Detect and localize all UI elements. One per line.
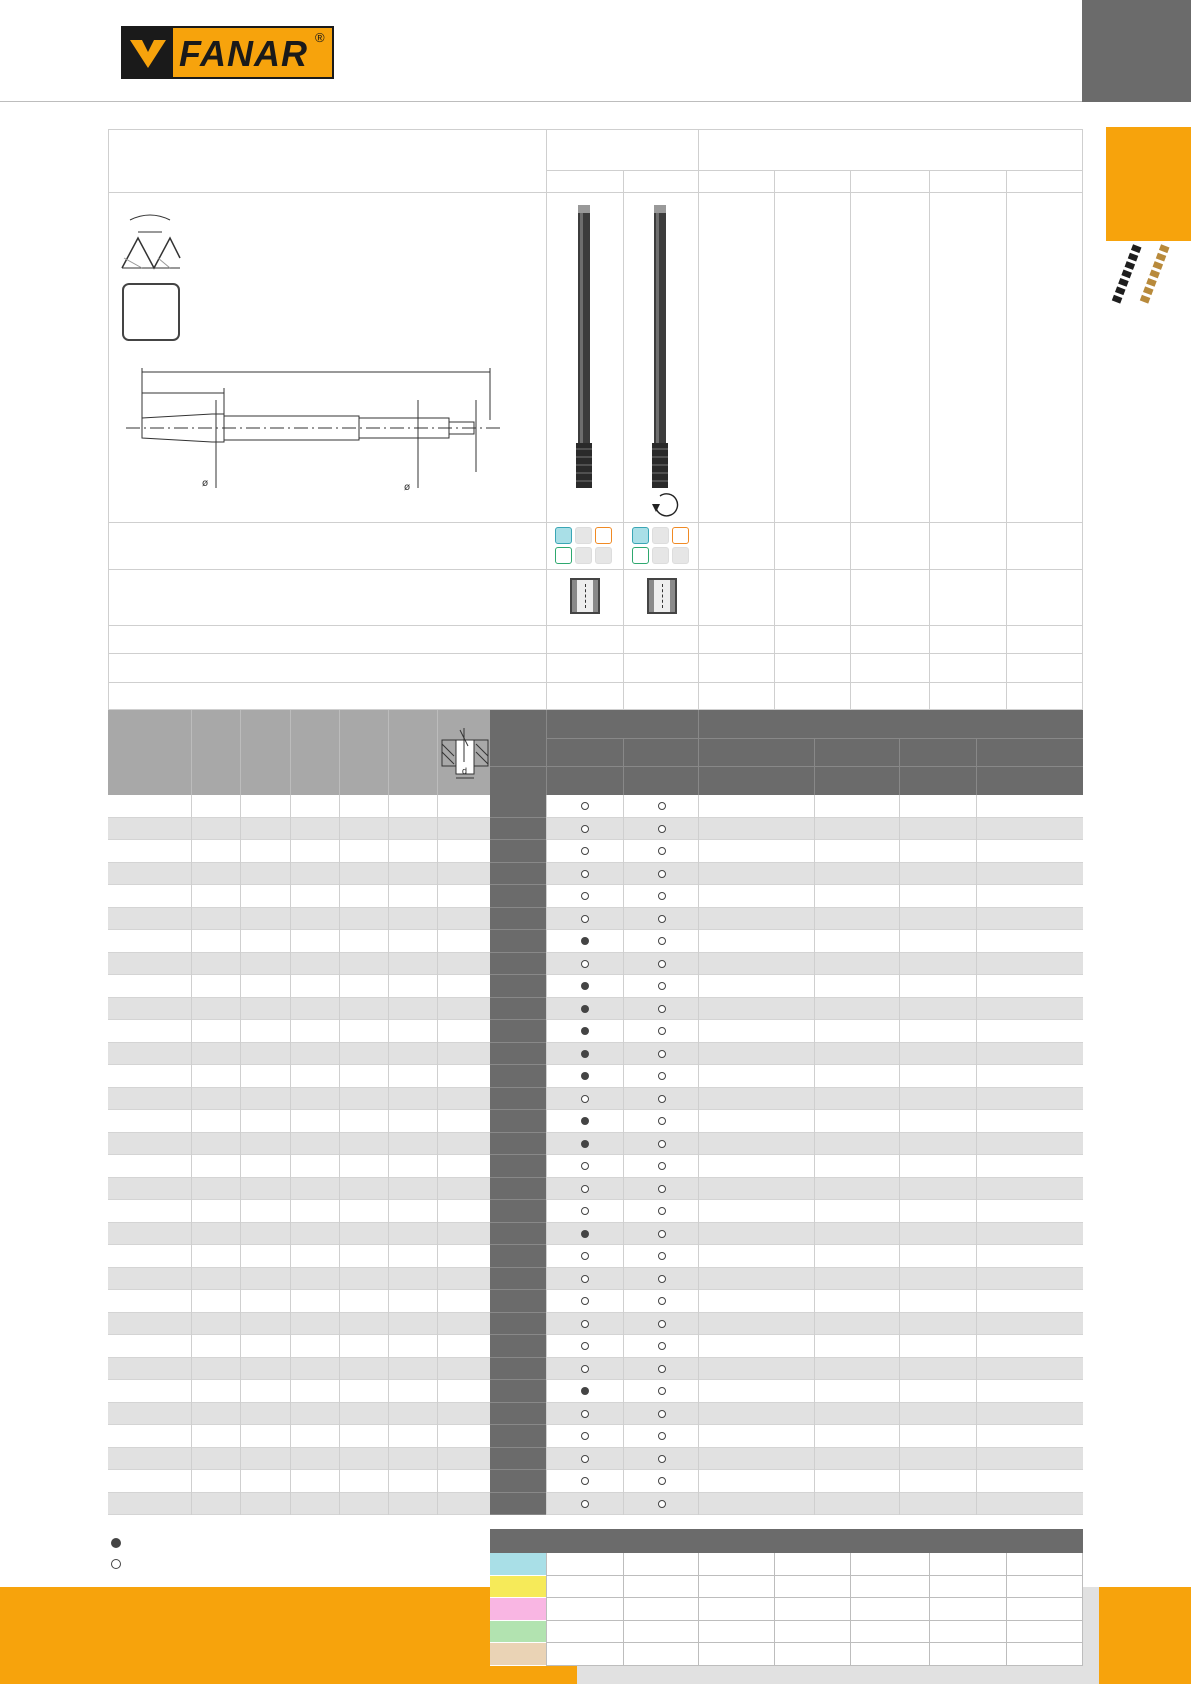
header-corner-block — [1082, 0, 1191, 102]
stock-full-dot — [581, 1140, 589, 1148]
stock-empty-dot — [581, 1365, 589, 1373]
svg-text:ø: ø — [202, 478, 209, 489]
material-swatch — [652, 527, 669, 544]
stock-empty-dot — [658, 937, 666, 945]
svg-text:ø: ø — [404, 482, 411, 493]
material-swatch — [632, 547, 649, 564]
row-code-cell — [490, 1245, 546, 1268]
stock-empty-dot — [581, 1342, 589, 1350]
table-row — [108, 1493, 1083, 1516]
stock-empty-dot — [581, 1320, 589, 1328]
material-color-swatch — [490, 1598, 546, 1621]
stock-empty-dot — [658, 1095, 666, 1103]
row-code-cell — [490, 1110, 546, 1133]
stock-empty-dot — [658, 915, 666, 923]
logo-v-icon — [123, 28, 173, 77]
table-row — [108, 953, 1083, 976]
stock-full-dot — [581, 1072, 589, 1080]
stock-empty-dot — [658, 1252, 666, 1260]
stock-empty-dot — [581, 802, 589, 810]
stock-empty-dot — [581, 960, 589, 968]
row-code-cell — [490, 1020, 546, 1043]
row-code-cell — [490, 1425, 546, 1448]
stock-empty-dot — [658, 1027, 666, 1035]
table-row — [108, 1470, 1083, 1493]
row-code-cell — [490, 1493, 546, 1516]
row-code-cell — [490, 1380, 546, 1403]
table-row — [108, 1380, 1083, 1403]
stock-empty-dot — [581, 1185, 589, 1193]
row-code-cell — [490, 998, 546, 1021]
stock-empty-dot — [581, 915, 589, 923]
row-code-cell — [490, 975, 546, 998]
row-code-cell — [490, 1403, 546, 1426]
table-row — [108, 1088, 1083, 1111]
row-code-cell — [490, 795, 546, 818]
stock-empty-dot — [581, 870, 589, 878]
logo-text: FANAR — [179, 33, 308, 74]
table-row — [108, 840, 1083, 863]
stock-empty-dot — [581, 1500, 589, 1508]
row-code-cell — [490, 885, 546, 908]
table-row — [108, 1223, 1083, 1246]
material-legend-row — [546, 1643, 1083, 1666]
stock-empty-dot — [581, 1162, 589, 1170]
thread-profile-icon — [120, 212, 182, 270]
stock-full-dot — [581, 1230, 589, 1238]
material-swatch — [652, 547, 669, 564]
tap-dimension-drawing — [124, 360, 504, 495]
stock-empty-dot — [658, 847, 666, 855]
stock-empty-dot — [658, 1050, 666, 1058]
table-row — [108, 1200, 1083, 1223]
row-code-cell — [490, 1448, 546, 1471]
table-row — [108, 1020, 1083, 1043]
row-code-cell — [490, 1065, 546, 1088]
stock-empty-dot — [581, 1095, 589, 1103]
stock-empty-dot — [658, 870, 666, 878]
stock-empty-dot — [581, 1455, 589, 1463]
material-color-swatch — [490, 1553, 546, 1576]
stock-empty-dot — [658, 982, 666, 990]
material-legend-header — [490, 1529, 1083, 1553]
stock-empty-dot — [658, 1477, 666, 1485]
stock-empty-dot — [658, 1275, 666, 1283]
logo-registered: ® — [315, 30, 325, 45]
legend-empty-dot-icon — [111, 1559, 121, 1569]
stock-full-dot — [581, 1050, 589, 1058]
stock-empty-dot — [581, 847, 589, 855]
stock-empty-dot — [658, 1320, 666, 1328]
row-code-cell — [490, 1358, 546, 1381]
stock-empty-dot — [581, 825, 589, 833]
material-swatch — [672, 547, 689, 564]
material-swatch — [575, 527, 592, 544]
stock-empty-dot — [658, 1455, 666, 1463]
table-row — [108, 1313, 1083, 1336]
row-code-cell — [490, 908, 546, 931]
material-color-swatch — [490, 1621, 546, 1644]
row-code-cell — [490, 818, 546, 841]
rotation-direction-icon — [650, 490, 680, 518]
table-row — [108, 1155, 1083, 1178]
row-code-cell — [490, 1043, 546, 1066]
table-row — [108, 885, 1083, 908]
material-color-swatch — [490, 1576, 546, 1599]
stock-empty-dot — [658, 1500, 666, 1508]
row-code-cell — [490, 840, 546, 863]
stock-empty-dot — [658, 1410, 666, 1418]
stock-empty-dot — [581, 1297, 589, 1305]
stock-empty-dot — [581, 1207, 589, 1215]
table-row — [108, 1178, 1083, 1201]
stock-empty-dot — [581, 1410, 589, 1418]
table-row — [108, 1425, 1083, 1448]
table-row — [108, 1335, 1083, 1358]
stock-full-dot — [581, 982, 589, 990]
table-row — [108, 1290, 1083, 1313]
stock-empty-dot — [658, 1072, 666, 1080]
tap-tool-image-2 — [648, 205, 672, 490]
stock-full-dot — [581, 1387, 589, 1395]
stock-empty-dot — [658, 1162, 666, 1170]
legend-full-dot-icon — [111, 1538, 121, 1548]
row-code-cell — [490, 1133, 546, 1156]
row-code-cell — [490, 1200, 546, 1223]
stock-full-dot — [581, 1005, 589, 1013]
row-code-cell — [490, 1155, 546, 1178]
stock-full-dot — [581, 1027, 589, 1035]
dimension-table-header — [108, 710, 490, 795]
row-code-cell — [490, 1335, 546, 1358]
table-row — [108, 1065, 1083, 1088]
stock-full-dot — [581, 1117, 589, 1125]
stock-empty-dot — [658, 1140, 666, 1148]
row-code-cell — [490, 1313, 546, 1336]
table-row — [108, 1110, 1083, 1133]
stock-empty-dot — [658, 960, 666, 968]
stock-empty-dot — [581, 1275, 589, 1283]
stock-empty-dot — [658, 1207, 666, 1215]
material-swatch — [595, 527, 612, 544]
stock-empty-dot — [658, 1387, 666, 1395]
table-row — [108, 1448, 1083, 1471]
table-row — [108, 1245, 1083, 1268]
stock-empty-dot — [658, 1342, 666, 1350]
through-hole-icon-1 — [570, 578, 600, 614]
material-swatch — [632, 527, 649, 544]
tap-tool-image-1 — [572, 205, 596, 490]
stock-empty-dot — [658, 825, 666, 833]
table-row — [108, 1043, 1083, 1066]
stock-empty-dot — [581, 1252, 589, 1260]
row-code-cell — [490, 1290, 546, 1313]
row-code-cell — [490, 1178, 546, 1201]
material-legend-row — [546, 1553, 1083, 1576]
material-swatch — [672, 527, 689, 544]
stock-empty-dot — [658, 1297, 666, 1305]
table-row — [108, 930, 1083, 953]
stock-empty-dot — [581, 1477, 589, 1485]
stock-empty-dot — [658, 892, 666, 900]
material-swatch — [555, 527, 572, 544]
stock-empty-dot — [658, 1117, 666, 1125]
table-row — [108, 1133, 1083, 1156]
table-row — [108, 863, 1083, 886]
table-row — [108, 795, 1083, 818]
material-swatch — [555, 547, 572, 564]
stock-empty-dot — [658, 1230, 666, 1238]
side-tab-orange — [1106, 127, 1191, 241]
logo-emblem — [123, 28, 173, 77]
tap-tool-icon — [1108, 240, 1178, 306]
table-row — [108, 1403, 1083, 1426]
stock-empty-dot — [658, 1365, 666, 1373]
stock-empty-dot — [658, 1005, 666, 1013]
row-code-cell — [490, 1088, 546, 1111]
material-swatch — [595, 547, 612, 564]
table-row — [108, 818, 1083, 841]
fanar-logo — [121, 26, 334, 79]
tolerance-class-box — [122, 283, 180, 341]
tapping-depth-icon — [440, 728, 490, 780]
stock-empty-dot — [658, 1432, 666, 1440]
row-code-cell — [490, 1268, 546, 1291]
stock-empty-dot — [581, 892, 589, 900]
stock-empty-dot — [658, 802, 666, 810]
material-legend-row — [546, 1598, 1083, 1621]
material-legend-row — [546, 1576, 1083, 1599]
table-row — [108, 908, 1083, 931]
table-row — [108, 998, 1083, 1021]
row-code-cell — [490, 1470, 546, 1493]
stock-full-dot — [581, 937, 589, 945]
row-code-cell — [490, 930, 546, 953]
material-swatch — [575, 547, 592, 564]
row-code-cell — [490, 953, 546, 976]
row-code-cell — [490, 863, 546, 886]
footer-orange-corner — [1099, 1587, 1191, 1684]
table-row — [108, 1268, 1083, 1291]
stock-empty-dot — [581, 1432, 589, 1440]
table-row — [108, 975, 1083, 998]
material-color-swatch — [490, 1643, 546, 1666]
stock-empty-dot — [658, 1185, 666, 1193]
tapping-depth-label: d — [462, 766, 468, 776]
material-legend-row — [546, 1621, 1083, 1644]
table-row — [108, 1358, 1083, 1381]
code-column-header — [490, 710, 1083, 795]
through-hole-icon-2 — [647, 578, 677, 614]
row-code-cell — [490, 1223, 546, 1246]
